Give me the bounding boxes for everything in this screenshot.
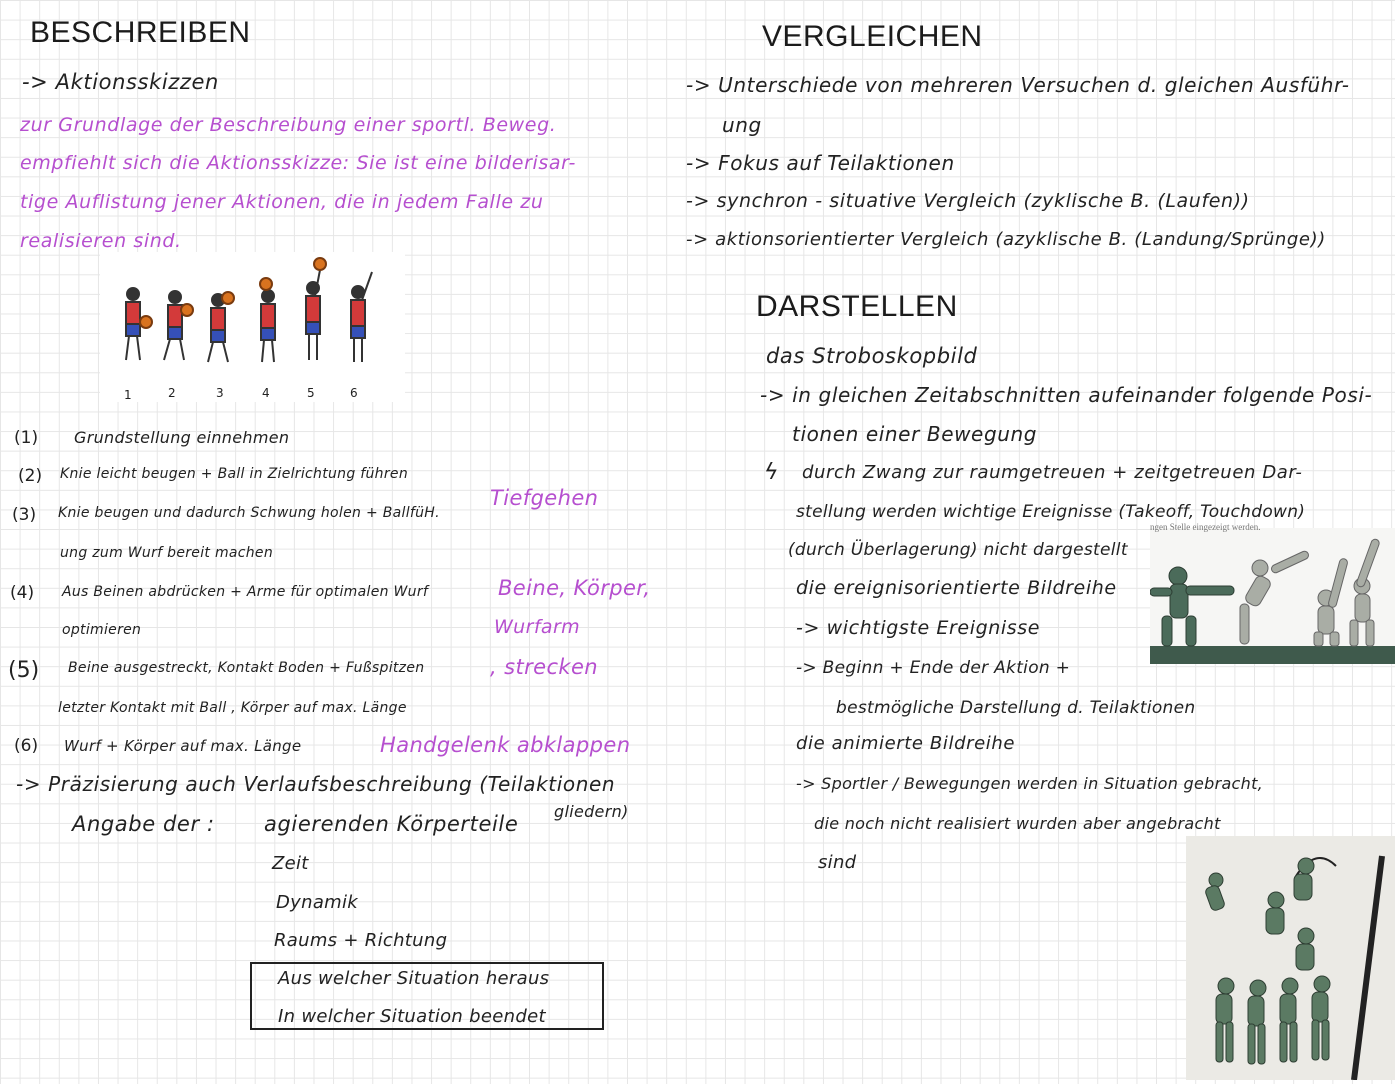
intro-line-4: realisieren sind.	[20, 230, 182, 252]
step-5-text: Beine ausgestreckt, Kontakt Boden + Fußspitzen	[68, 660, 425, 676]
intro-line-3: tige Auflistung jener Aktionen, die in jedem Falle zu	[20, 191, 544, 213]
note-handgelenk: Handgelenk abklappen	[380, 733, 631, 757]
step-6-text: Wurf + Körper auf max. Länge	[64, 737, 302, 755]
intro-line-2: empfiehlt sich die Aktionsskizze: Sie ist eine bilderisar-	[20, 152, 576, 174]
present-line-3: tionen einer Bewegung	[792, 422, 1038, 446]
angabe-item-4: Raums + Richtung	[274, 930, 448, 951]
present-line-2: -> in gleichen Zeitabschnitten aufeinander folgende Posi-	[760, 383, 1373, 407]
figure-number-2: 2	[168, 386, 176, 400]
present-line-5: stellung werden wichtige Ereignisse (Takeoff, Touchdown)	[796, 502, 1306, 522]
heading-beschreiben: BESCHREIBEN	[30, 16, 251, 49]
praezisierung-line: -> Präzisierung auch Verlaufsbeschreibung (Teilaktionen	[16, 772, 616, 796]
heading-darstellen: DARSTELLEN	[756, 290, 958, 323]
compare-line-5: -> aktionsorientierter Vergleich (azyklische B. (Landung/Sprünge))	[686, 229, 1326, 250]
figure-number-4: 4	[262, 386, 270, 400]
step-3-text: Knie beugen und dadurch Schwung holen + BallfüH.	[58, 505, 440, 521]
figure-number-6: 6	[350, 386, 358, 400]
animierte-bildreihe-photo	[1186, 836, 1395, 1080]
bracket-item-2: In welcher Situation beendet	[278, 1006, 546, 1027]
note-strecken: , strecken	[490, 655, 599, 679]
present-line-13: die noch nicht realisiert wurden aber angebracht	[814, 814, 1221, 833]
gymnast-sequence-illustration	[1150, 528, 1395, 664]
angabe-item-1: agierenden Körperteile	[264, 812, 519, 836]
step-1-text: Grundstellung einnehmen	[74, 428, 290, 447]
angabe-item-2: Zeit	[272, 853, 309, 874]
note-beine-koerper: Beine, Körper,	[498, 576, 651, 600]
present-line-6: (durch Überlagerung) nicht dargestellt	[788, 540, 1128, 560]
step-3-cont: ung zum Wurf bereit machen	[60, 545, 274, 561]
step-6-number: (6)	[14, 736, 39, 756]
compare-line-3: -> Fokus auf Teilaktionen	[686, 151, 955, 175]
step-5-number: (5)	[8, 658, 40, 683]
action-sketch-figure	[100, 252, 405, 402]
present-line-14: sind	[818, 852, 857, 873]
basketball-figures-illustration	[100, 252, 405, 402]
note-tiefgehen: Tiefgehen	[490, 486, 599, 510]
compare-line-1: -> Unterschiede von mehreren Versuchen d. gleichen Ausführ-	[686, 73, 1350, 97]
step-4-cont: optimieren	[62, 622, 142, 638]
ereignis-bildreihe-photo	[1150, 522, 1395, 664]
climbing-sequence-illustration	[1186, 836, 1395, 1080]
present-line-12: -> Sportler / Bewegungen werden in Situation gebracht,	[796, 774, 1264, 793]
present-line-11: die animierte Bildreihe	[796, 733, 1016, 754]
step-4-text: Aus Beinen abdrücken + Arme für optimalen Wurf	[62, 584, 429, 600]
photo-caption: ngen Stelle eingezeigt werden.	[1150, 522, 1261, 532]
present-line-4: durch Zwang zur raumgetreuen + zeitgetreuen Dar-	[802, 462, 1303, 483]
present-line-8: -> wichtigste Ereignisse	[796, 617, 1041, 639]
compare-line-2: ung	[722, 113, 762, 137]
step-3-number: (3)	[12, 505, 37, 525]
step-4-number: (4)	[10, 583, 35, 603]
compare-line-4: -> synchron - situative Vergleich (zyklische B. (Laufen))	[686, 190, 1250, 212]
aktionsskizzen-line: -> Aktionsskizzen	[22, 70, 219, 94]
note-wurfarm: Wurfarm	[494, 616, 581, 638]
angabe-label: Angabe der :	[72, 812, 215, 836]
present-line-1: das Stroboskopbild	[766, 344, 978, 368]
lightning-symbol: ϟ	[764, 460, 780, 485]
present-line-9: -> Beginn + Ende der Aktion +	[796, 658, 1071, 678]
figure-number-1: 1	[124, 388, 132, 402]
step-5-cont: letzter Kontakt mit Ball , Körper auf max. Länge	[58, 700, 407, 716]
angabe-item-3: Dynamik	[276, 892, 359, 913]
step-2-text: Knie leicht beugen + Ball in Zielrichtung führen	[60, 466, 408, 482]
step-1-number: (1)	[14, 428, 39, 448]
figure-number-3: 3	[216, 386, 224, 400]
step-2-number: (2)	[18, 466, 43, 486]
intro-line-1: zur Grundlage der Beschreibung einer sportl. Beweg.	[20, 114, 557, 136]
present-line-10: bestmögliche Darstellung d. Teilaktionen	[836, 698, 1196, 718]
heading-vergleichen: VERGLEICHEN	[762, 20, 983, 53]
figure-number-5: 5	[307, 386, 315, 400]
gliedern-text: gliedern)	[554, 802, 629, 821]
bracket-item-1: Aus welcher Situation heraus	[278, 968, 550, 989]
present-line-7: die ereignisorientierte Bildreihe	[796, 577, 1117, 599]
